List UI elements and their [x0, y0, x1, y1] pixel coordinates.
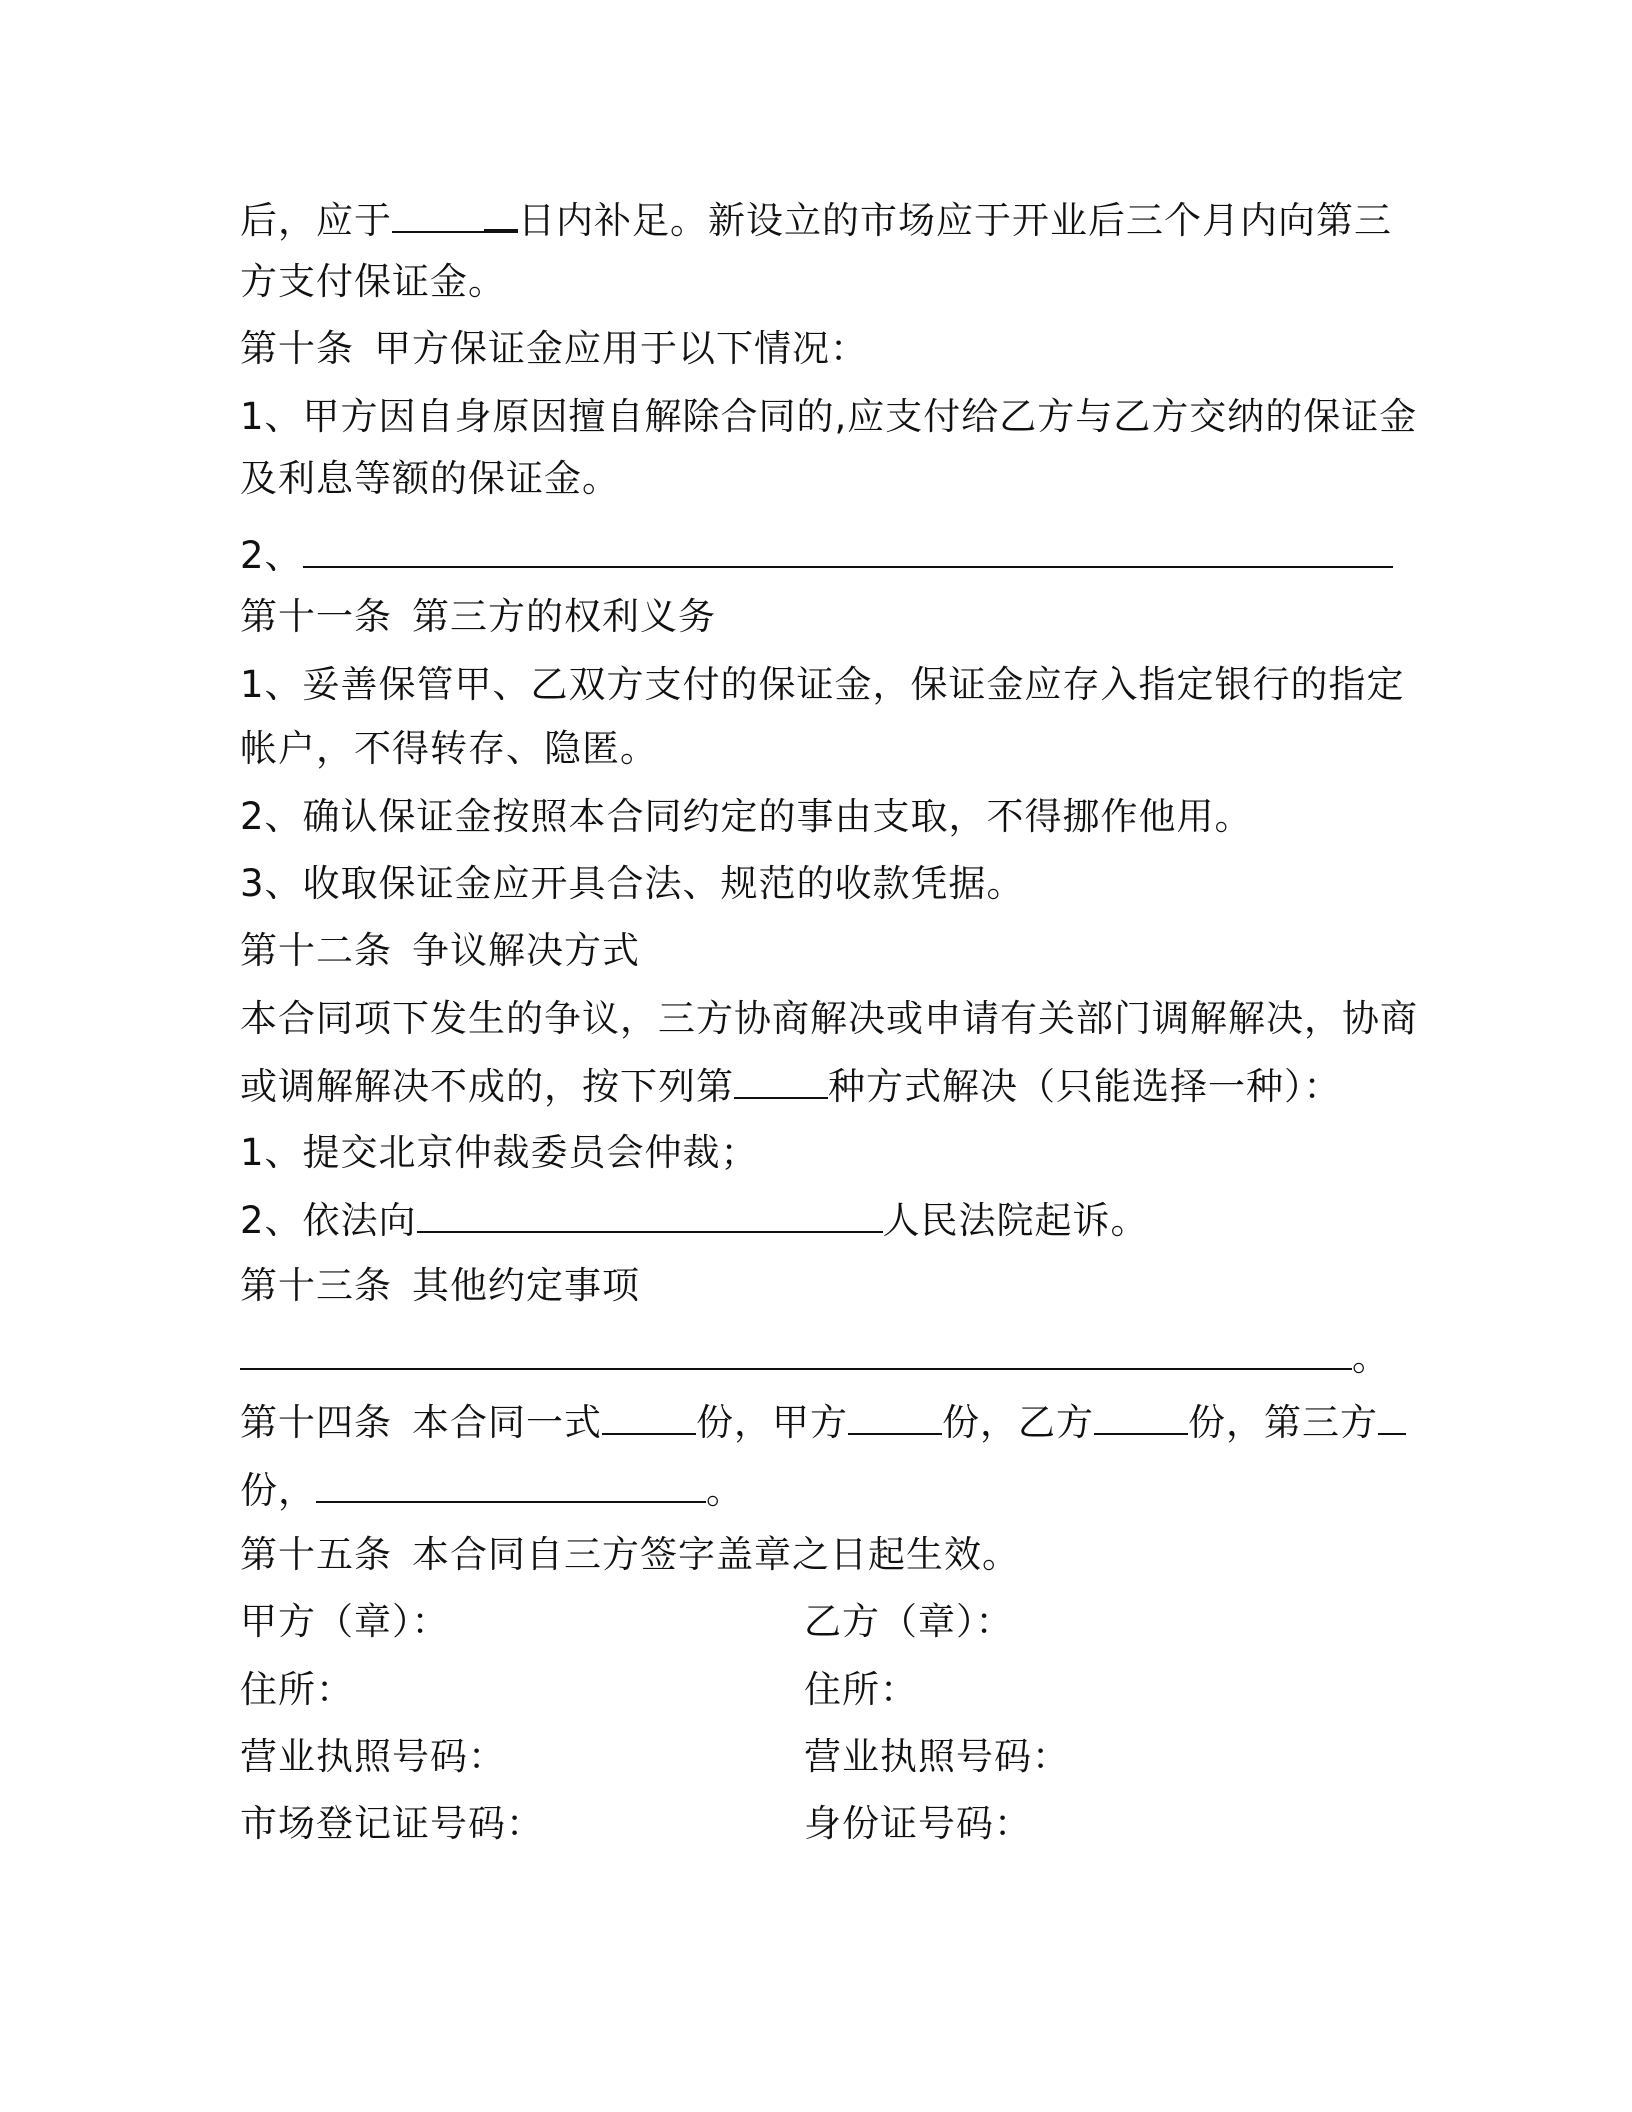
party-a-license-label: 营业执照号码： — [240, 1735, 506, 1778]
article-11-item-1-line-2 — [240, 725, 658, 773]
party-a-address-label: 住所： — [240, 1668, 354, 1711]
article-12-option-1 — [240, 1129, 759, 1177]
party-a-market-registration-label: 市场登记证号码： — [240, 1802, 544, 1845]
blank-copies-party-a — [848, 1397, 942, 1435]
signature-row-4-right — [804, 1800, 1032, 1848]
text: 本合同一式 — [412, 1401, 602, 1444]
article-11-item-3 — [240, 860, 1025, 908]
signature-row-1 — [240, 1598, 450, 1646]
text: 本合同项下发生的争议，三方协商解决或申请有关部门调解解决，协商 — [240, 997, 1418, 1040]
article-10-item-1-line-1 — [240, 393, 1417, 441]
signature-row-4 — [240, 1800, 544, 1848]
signature-row-2-right — [804, 1666, 918, 1714]
article-title: 本合同自三方签字盖章之日起生效。 — [412, 1533, 1020, 1576]
blank-other-matters — [240, 1332, 1352, 1370]
blank-item-2 — [303, 530, 1393, 568]
party-b-license-label: 营业执照号码： — [804, 1735, 1070, 1778]
blank-days-bold — [484, 193, 518, 233]
text: 份，甲方 — [696, 1401, 848, 1444]
text: 。 — [1352, 1336, 1390, 1379]
article-13-heading — [240, 1262, 640, 1310]
article-number: 第十四条 — [240, 1401, 392, 1444]
text: 份， — [240, 1469, 316, 1512]
text: 或调解解决不成的，按下列第 — [240, 1065, 734, 1108]
blank-copies-third-party — [1378, 1397, 1406, 1435]
text: 帐户，不得转存、隐匿。 — [240, 727, 658, 770]
article-11-item-1-line-1 — [240, 661, 1405, 709]
article-title: 争议解决方式 — [412, 929, 640, 972]
text: 1、提交北京仲裁委员会仲裁； — [240, 1131, 759, 1174]
article-number: 第十一条 — [240, 595, 392, 638]
blank-court — [417, 1195, 883, 1233]
text: 2、 — [240, 534, 303, 577]
article-11-heading — [240, 593, 716, 641]
text: 份，乙方 — [942, 1401, 1094, 1444]
text: 方支付保证金。 — [240, 260, 506, 303]
text: 种方式解决（只能选择一种）： — [828, 1065, 1342, 1108]
article-number: 第十二条 — [240, 929, 392, 972]
blank-copies-note — [316, 1465, 706, 1503]
signature-row-3-right — [804, 1733, 1070, 1781]
article-12-heading — [240, 927, 640, 975]
article-10-item-2 — [240, 530, 1393, 578]
signature-row-2 — [240, 1666, 354, 1714]
article-number: 第十三条 — [240, 1264, 392, 1307]
text: 份，第三方 — [1188, 1401, 1378, 1444]
article-14-line-1 — [240, 1397, 1406, 1445]
article-number: 第十条 — [240, 327, 354, 370]
article-14-line-2 — [240, 1465, 744, 1513]
article-13-blank-line — [240, 1332, 1390, 1380]
text: 2、确认保证金按照本合同约定的事由支取，不得挪作他用。 — [240, 795, 1253, 838]
article-11-item-2 — [240, 793, 1253, 841]
text: 3、收取保证金应开具合法、规范的收款凭据。 — [240, 862, 1025, 905]
article-12-option-2 — [240, 1195, 1149, 1243]
text: 日内补足。新设立的市场应于开业后三个月内向第三 — [518, 199, 1392, 242]
article-title: 其他约定事项 — [412, 1264, 640, 1307]
text: 及利息等额的保证金。 — [240, 457, 620, 500]
blank-copies-total — [602, 1397, 696, 1435]
party-b-id-number-label: 身份证号码： — [804, 1802, 1032, 1845]
article-title: 甲方保证金应用于以下情况： — [374, 327, 868, 370]
signature-row-1-right — [804, 1598, 1014, 1646]
blank-method-number — [734, 1061, 828, 1099]
article-12-para-line-1 — [240, 995, 1418, 1043]
article-number: 第十五条 — [240, 1533, 392, 1576]
party-b-seal-label: 乙方（章）： — [804, 1600, 1014, 1643]
article-10-heading — [240, 325, 868, 373]
blank-copies-party-b — [1094, 1397, 1188, 1435]
signature-row-3 — [240, 1733, 506, 1781]
article-15 — [240, 1531, 1020, 1579]
text: 2、依法向 — [240, 1199, 417, 1242]
text: 后，应于 — [240, 199, 392, 242]
text: 。 — [706, 1469, 744, 1512]
article-12-para-line-2 — [240, 1061, 1342, 1109]
article-title: 第三方的权利义务 — [412, 595, 716, 638]
text: 1、甲方因自身原因擅自解除合同的,应支付给乙方与乙方交纳的保证金 — [240, 395, 1418, 438]
continuation-line-2 — [240, 258, 506, 306]
text: 人民法院起诉。 — [882, 1199, 1149, 1242]
blank-days — [392, 195, 484, 233]
continuation-line-1 — [240, 193, 1392, 241]
party-b-address-label: 住所： — [804, 1668, 918, 1711]
article-10-item-1-line-2 — [240, 455, 620, 503]
text: 1、妥善保管甲、乙双方支付的保证金，保证金应存入指定银行的指定 — [240, 663, 1405, 706]
party-a-seal-label: 甲方（章）： — [240, 1600, 450, 1643]
